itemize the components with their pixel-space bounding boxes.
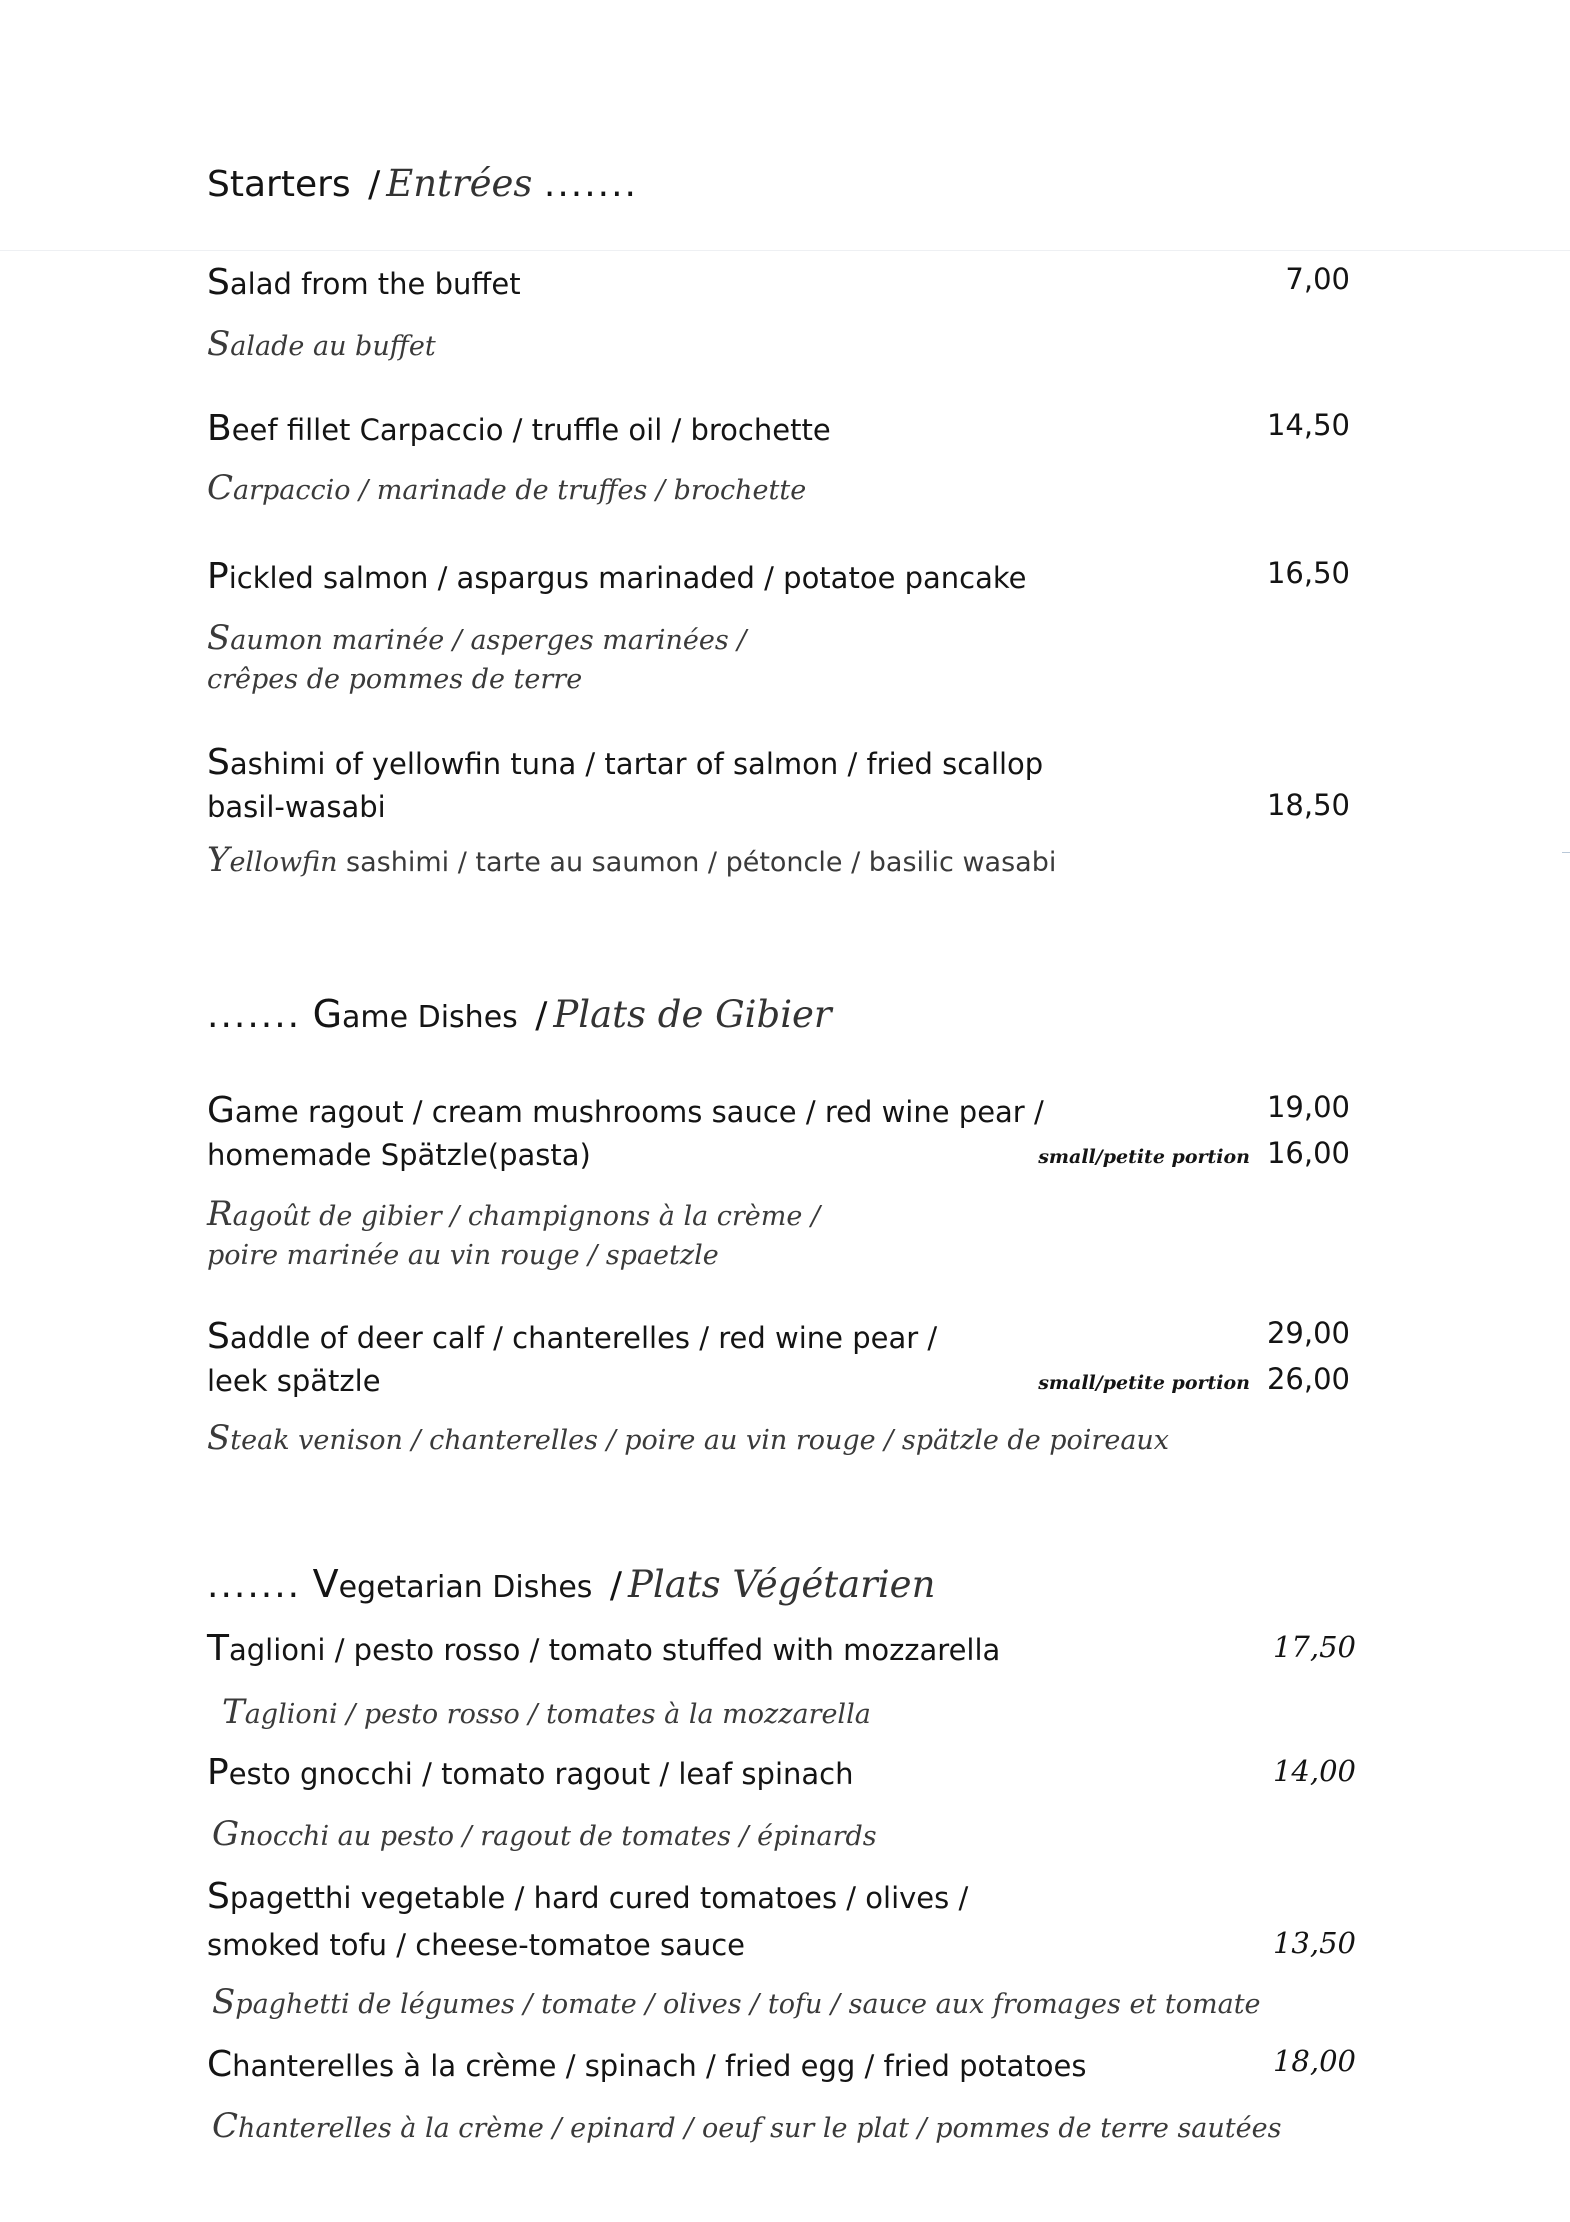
section-title-fr: Entrées xyxy=(386,162,533,205)
menu-item-translation: Spaghetti de légumes / tomate / olives / tofu / sauce aux fromages et tomate xyxy=(212,1982,1261,2022)
menu-item-translation: Yellowfin sashimi / tarte au saumon / pétoncle / basilic wasabi xyxy=(207,840,1057,880)
menu-item-name: Game ragout / cream mushrooms sauce / red wine pear / xyxy=(207,1090,1044,1131)
scan-divider xyxy=(0,250,1570,251)
menu-item-translation-line2: crêpes de pommes de terre xyxy=(207,664,583,695)
menu-item-name: Pesto gnocchi / tomato ragout / leaf spinach xyxy=(207,1752,854,1793)
menu-item-price: 29,00 xyxy=(1266,1316,1350,1350)
menu-item-name-line2: leek spätzle xyxy=(207,1364,381,1398)
menu-item-price: 18,00 xyxy=(1272,2044,1356,2078)
section-dots: ....... xyxy=(543,164,638,205)
menu-item-translation: Ragoût de gibier / champignons à la crème / xyxy=(207,1194,821,1234)
small-portion-label: small/petite portion xyxy=(1038,1146,1250,1168)
small-portion-price: 16,00 xyxy=(1266,1136,1350,1170)
section-title-starters: Starters / Entrées ....... xyxy=(207,162,638,205)
menu-item-name: Saddle of deer calf / chanterelles / red wine pear / xyxy=(207,1316,938,1357)
section-title-en: Vegetarian Dishes xyxy=(312,1562,593,1606)
menu-item-translation-line2: poire marinée au vin rouge / spaetzle xyxy=(207,1240,719,1271)
menu-item-translation: Carpaccio / marinade de truffes / brochette xyxy=(207,468,807,508)
menu-item-price: 13,50 xyxy=(1272,1926,1356,1960)
section-dots: ....... xyxy=(207,995,302,1036)
menu-item-translation: Steak venison / chanterelles / poire au vin rouge / spätzle de poireaux xyxy=(207,1418,1170,1458)
menu-item-translation: Chanterelles à la crème / epinard / oeuf sur le plat / pommes de terre sautées xyxy=(212,2106,1282,2146)
section-title-game: ....... Game Dishes / Plats de Gibier xyxy=(207,992,832,1036)
menu-item-price: 18,50 xyxy=(1266,788,1350,822)
scan-edge-mark xyxy=(1562,852,1570,853)
section-title-fr: Plats de Gibier xyxy=(553,993,832,1036)
section-title-vegetarian: ....... Vegetarian Dishes / Plats Végétarien xyxy=(207,1562,936,1606)
menu-item-name: Sashimi of yellowfin tuna / tartar of salmon / fried scallop xyxy=(207,742,1044,783)
menu-item-translation: Taglioni / pesto rosso / tomates à la mozzarella xyxy=(222,1692,871,1732)
menu-item-name: Taglioni / pesto rosso / tomato stuffed with mozzarella xyxy=(207,1628,1001,1669)
menu-item-price: 19,00 xyxy=(1266,1090,1350,1124)
menu-item-translation: Gnocchi au pesto / ragout de tomates / épinards xyxy=(212,1814,877,1854)
menu-item-translation: Salade au buffet xyxy=(207,324,436,364)
menu-item-name: Beef fillet Carpaccio / truffle oil / brochette xyxy=(207,408,831,449)
small-portion-label: small/petite portion xyxy=(1038,1372,1250,1394)
menu-item-name-line2: smoked tofu / cheese-tomatoe sauce xyxy=(207,1928,746,1962)
section-title-en: Game Dishes xyxy=(312,992,518,1036)
section-title-fr: Plats Végétarien xyxy=(628,1563,936,1606)
menu-item-name: Pickled salmon / aspargus marinaded / potatoe pancake xyxy=(207,556,1027,597)
menu-item-price: 17,50 xyxy=(1272,1630,1356,1664)
menu-item-price: 16,50 xyxy=(1266,556,1350,590)
menu-item-price: 14,00 xyxy=(1272,1754,1356,1788)
menu-item-translation: Saumon marinée / asperges marinées / xyxy=(207,618,747,658)
menu-item-name-line2: basil-wasabi xyxy=(207,790,386,824)
menu-item-name: Chanterelles à la crème / spinach / fried egg / fried potatoes xyxy=(207,2044,1087,2085)
menu-item-price: 14,50 xyxy=(1266,408,1350,442)
menu-item-price: 7,00 xyxy=(1285,262,1350,296)
small-portion-price: 26,00 xyxy=(1266,1362,1350,1396)
menu-item-name: Salad from the buffet xyxy=(207,262,521,303)
section-dots: ....... xyxy=(207,1565,302,1606)
menu-item-name-line2: homemade Spätzle(pasta) xyxy=(207,1138,591,1172)
section-title-en: Starters xyxy=(207,164,351,205)
menu-item-name: Spagetthi vegetable / hard cured tomatoes / olives / xyxy=(207,1876,969,1917)
